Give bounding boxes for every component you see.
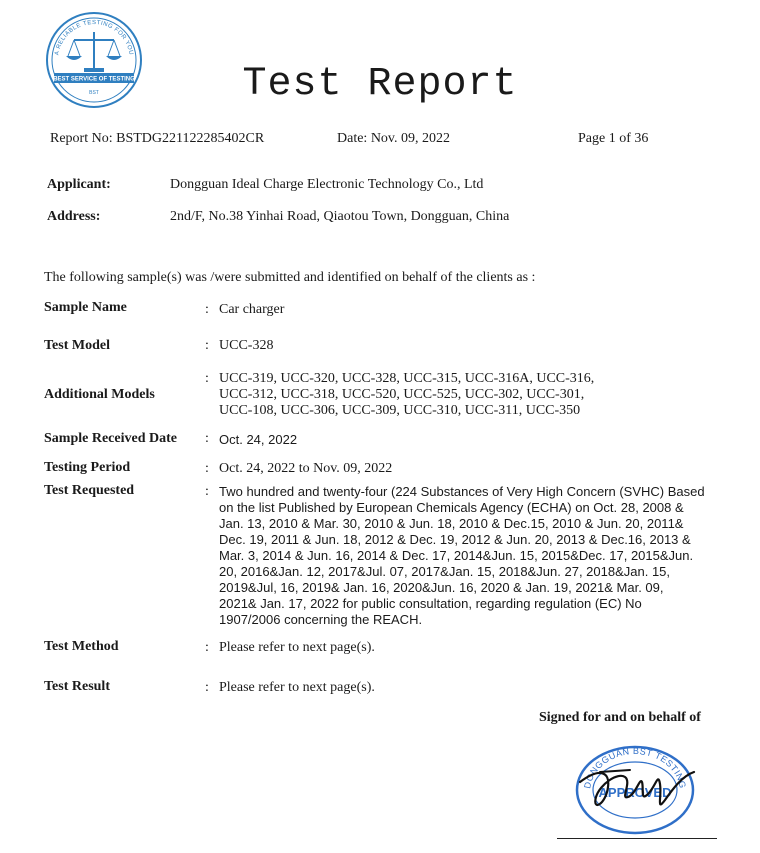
test-result-value: Please refer to next page(s).: [219, 680, 375, 695]
sample-name-value: Car charger: [219, 302, 285, 317]
test-requested-label: Test Requested: [44, 483, 135, 498]
applicant-label: Applicant:: [47, 177, 111, 192]
signed-text: Signed for and on behalf of: [539, 710, 701, 725]
test-requested-line: Dec. 19, 2011 & Jun. 18, 2012 & Dec. 19, 2012 & Jun. 20, 2013 & Dec.16, 2013 &: [219, 532, 691, 547]
additional-models-line: UCC-108, UCC-306, UCC-309, UCC-310, UCC-311, UCC-350: [219, 403, 581, 418]
applicant-value: Dongguan Ideal Charge Electronic Technology Co., Ltd: [170, 177, 484, 192]
received-date-colon: :: [205, 431, 209, 446]
testing-period-value: Oct. 24, 2022 to Nov. 09, 2022: [219, 461, 393, 476]
test-method-colon: :: [205, 640, 209, 655]
signature-line: [557, 838, 717, 839]
test-requested-line: 1907/2006 concerning the REACH.: [219, 612, 423, 627]
test-requested-line: on the list Published by European Chemicals Agency (ECHA) on Oct. 28, 2008 &: [219, 500, 684, 515]
approved-stamp-icon: [570, 742, 700, 836]
additional-models-label: Additional Models: [44, 387, 155, 402]
test-requested-line: Jan. 13, 2010 & Mar. 30, 2010 & Jun. 18, 2010 & Dec.15, 2010 & Jun. 20, 2011&: [219, 516, 684, 531]
report-number: Report No: BSTDG221122285402CR: [50, 131, 265, 146]
additional-models-line: UCC-312, UCC-318, UCC-520, UCC-525, UCC-302, UCC-301,: [219, 387, 585, 402]
test-requested-line: Mar. 3, 2014 & Jun. 16, 2014 & Dec. 17, 2014&Jun. 15, 2015&Dec. 17, 2015&Jun.: [219, 548, 694, 563]
test-requested-colon: :: [205, 484, 209, 499]
testing-period-label: Testing Period: [44, 460, 131, 475]
test-model-label: Test Model: [44, 338, 110, 353]
test-result-label: Test Result: [44, 679, 110, 694]
test-result-colon: :: [205, 680, 209, 695]
test-requested-line: Two hundred and twenty-four (224 Substances of Very High Concern (SVHC) Based: [219, 484, 705, 499]
logo-top-text: A RELIABLE TESTING FOR YOU: [54, 19, 134, 56]
additional-models-line: UCC-319, UCC-320, UCC-328, UCC-315, UCC-316A, UCC-316,: [219, 371, 595, 386]
svg-text:DONGGUAN BST TESTING: DONGGUAN BST TESTING: [582, 745, 688, 790]
page-number: Page 1 of 36: [578, 131, 649, 146]
testing-period-colon: :: [205, 461, 209, 476]
intro-text: The following sample(s) was /were submitted and identified on behalf of the clients as :: [44, 270, 536, 285]
logo-small-text: BST: [89, 90, 99, 96]
test-requested-line: 2021& Jan. 17, 2022 for public consultation, regarding regulation (EC) No: [219, 596, 642, 611]
stamp-center-text: APPROVED: [598, 785, 672, 800]
test-method-label: Test Method: [44, 639, 119, 654]
additional-models-colon: :: [205, 371, 209, 386]
report-date: Date: Nov. 09, 2022: [337, 131, 451, 146]
address-label: Address:: [47, 209, 101, 224]
address-value: 2nd/F, No.38 Yinhai Road, Qiaotou Town, Dongguan, China: [170, 209, 510, 224]
received-date-value: Oct. 24, 2022: [219, 432, 298, 447]
test-model-colon: :: [205, 338, 209, 353]
logo-bottom-text: BEST SERVICE OF TESTING: [53, 76, 135, 83]
test-requested-line: 20, 2016&Jan. 12, 2017&Jul. 07, 2017&Jan. 15, 2018&Jun. 27, 2018&Jan. 15,: [219, 564, 671, 579]
test-requested-line: 2019&Jul, 16, 2019& Jan. 16, 2020&Jun. 16, 2020 & Jan. 19, 2021& Mar. 09,: [219, 580, 664, 595]
test-model-value: UCC-328: [219, 338, 274, 353]
received-date-label: Sample Received Date: [44, 431, 177, 446]
sample-name-label: Sample Name: [44, 300, 127, 315]
test-method-value: Please refer to next page(s).: [219, 640, 375, 655]
page-title: Test Report: [242, 62, 518, 107]
sample-name-colon: :: [205, 302, 209, 317]
